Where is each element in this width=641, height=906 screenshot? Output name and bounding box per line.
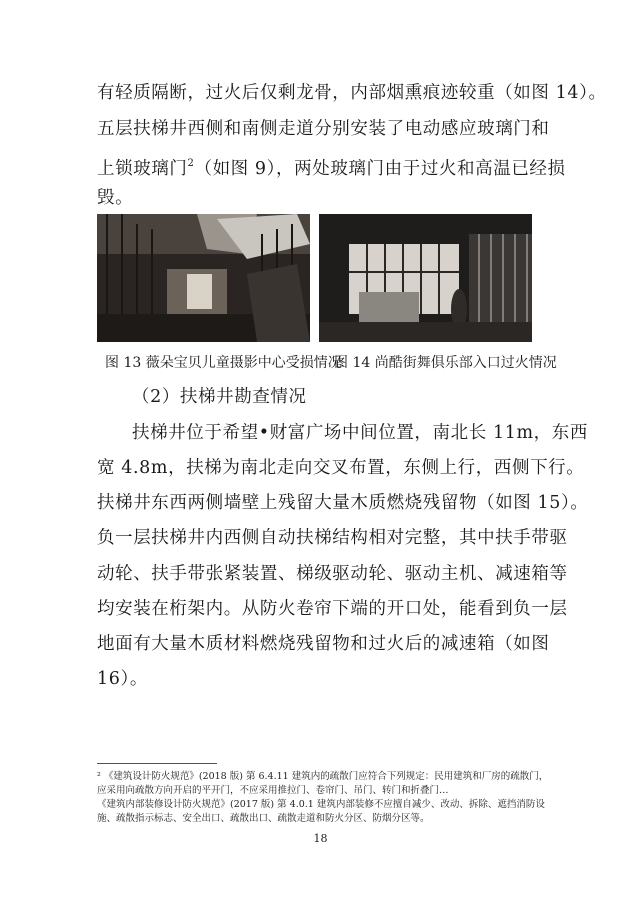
section-line-6: 均安装在桁架内。从防火卷帘下端的开口处，能看到负一层 [97, 599, 568, 619]
body-line-3 [97, 152, 566, 181]
footnote-line-4: 施、疏散指示标志、安全出口、疏散出口、疏散走道和防火分区、防烟分区等。 [97, 813, 430, 824]
figure-14-photo [319, 214, 532, 342]
footnote-line-3: 《建筑内部装修设计防火规范》(2017 版) 第 4.0.1 建筑内部装修不应擅自减少、改动、拆除、遮挡消防设 [97, 799, 545, 810]
footnote-ref[interactable]: 2 [187, 158, 195, 169]
figure-13-photo [97, 214, 310, 342]
footnote-line-2: 应采用向疏散方向开启的平开门，不应采用推拉门、卷帘门、吊门、转门和折叠门… [97, 785, 449, 796]
section-line-8: 16）。 [97, 669, 148, 689]
body-line-4: 毁。 [97, 188, 134, 208]
body-line-3-text-rest: （如图 9），两处玻璃门由于过火和高温已经损 [194, 159, 566, 179]
footnote-line-1: ² 《建筑设计防火规范》(2018 版) 第 6.4.11 建筑内的疏散门应符合下列规定：民用建筑和厂房的疏散门， [97, 771, 549, 782]
section-line-1: 扶梯井位于希望•财富广场中间位置，南北长 11m，东西 [132, 423, 588, 443]
section-line-3: 扶梯井东西两侧墙壁上残留大量木质燃烧残留物（如图 15）。 [97, 493, 589, 513]
figure-13-caption: 图 13 薇朵宝贝儿童摄影中心受损情况 [105, 355, 342, 371]
body-line-2: 五层扶梯井西侧和南侧走道分别安装了电动感应玻璃门和 [97, 119, 550, 139]
section-heading: （2）扶梯井勘查情况 [132, 387, 307, 407]
figure-14-caption: 图 14 尚酷街舞俱乐部入口过火情况 [334, 355, 557, 371]
body-line-3-text: 上锁玻璃门 [97, 159, 188, 179]
footnote-divider [97, 763, 217, 764]
page-number: 18 [313, 832, 328, 845]
section-line-5: 动轮、扶手带张紧装置、梯级驱动轮、驱动主机、减速箱等 [97, 564, 568, 584]
section-line-4: 负一层扶梯井内西侧自动扶梯结构相对完整，其中扶手带驱 [97, 528, 568, 548]
section-line-2: 宽 4.8m，扶梯为南北走向交叉布置，东侧上行，西侧下行。 [97, 458, 585, 478]
section-line-7: 地面有大量木质材料燃烧残留物和过火后的减速箱（如图 [97, 634, 550, 654]
body-line-1: 有轻质隔断，过火后仅剩龙骨，内部烟熏痕迹较重（如图 14）。 [97, 83, 607, 103]
